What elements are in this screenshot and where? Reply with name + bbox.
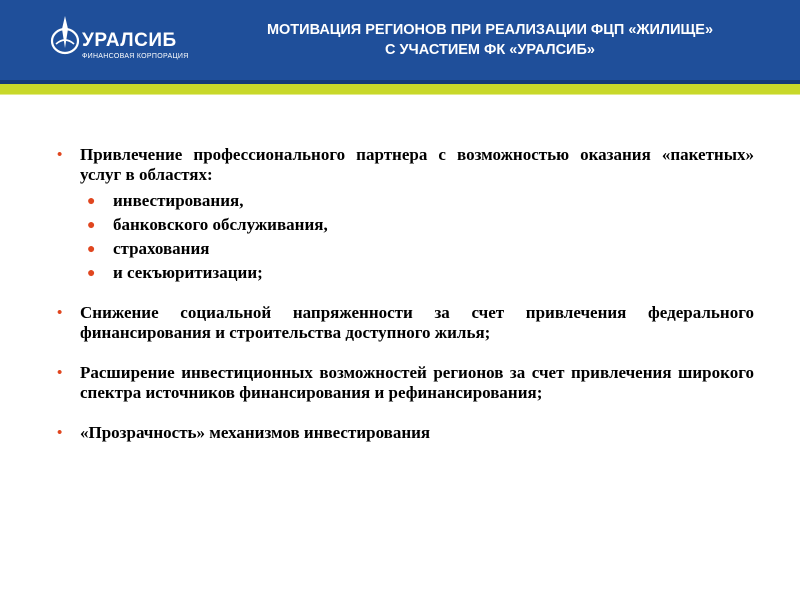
bullet-list [52, 145, 754, 443]
sub-list-item-text: банковского обслуживания, [113, 215, 328, 234]
accent-stripe [0, 84, 800, 94]
sub-list-item [80, 215, 754, 235]
sub-list [80, 191, 754, 283]
list-item-text: Снижение социальной напряженности за счет привлечения федерального финансирования и строительства доступного жилья; [80, 303, 754, 342]
bullet-icon: • [57, 365, 63, 381]
sub-list-item [80, 263, 754, 283]
logo-name: УРАЛСИБ [82, 30, 177, 51]
bullet-icon: • [57, 425, 63, 441]
bullet-icon: • [57, 147, 63, 163]
sub-list-item-text: и секъюритизации; [113, 263, 263, 282]
sub-list-item-text: инвестирования, [113, 191, 244, 210]
bullet-icon: • [57, 305, 63, 321]
sub-list-item [80, 191, 754, 211]
list-item [52, 303, 754, 343]
logo-subtitle: ФИНАНСОВАЯ КОРПОРАЦИЯ [82, 53, 189, 60]
uralsib-logo-icon [50, 14, 80, 56]
bullet-icon: ● [87, 218, 96, 233]
sub-list-item [80, 239, 754, 259]
header-bar [0, 0, 800, 80]
bullet-icon: ● [87, 266, 96, 281]
list-item [52, 363, 754, 403]
title-line-1: МОТИВАЦИЯ РЕГИОНОВ ПРИ РЕАЛИЗАЦИИ ФЦП «ЖИЛИЩЕ» [266, 22, 714, 38]
list-item [52, 145, 754, 283]
list-item [52, 423, 754, 443]
title-line-2: С УЧАСТИЕМ ФК «УРАЛСИБ» [385, 42, 595, 58]
list-item-text: «Прозрачность» механизмов инвестирования [80, 423, 431, 442]
sub-list-item-text: страхования [113, 239, 210, 258]
bullet-icon: ● [87, 242, 96, 257]
page-title [200, 20, 780, 60]
company-logo [50, 14, 190, 66]
list-item-text: Привлечение профессионального партнера с возможностью оказания «пакетных» услуг в областях: [80, 145, 754, 184]
list-item-text: Расширение инвестиционных возможностей регионов за счет привлечения широкого спектра источников финансирования и рефинансирования; [80, 363, 754, 402]
accent-stripe-thin [0, 94, 800, 95]
bullet-icon: ● [87, 194, 96, 209]
